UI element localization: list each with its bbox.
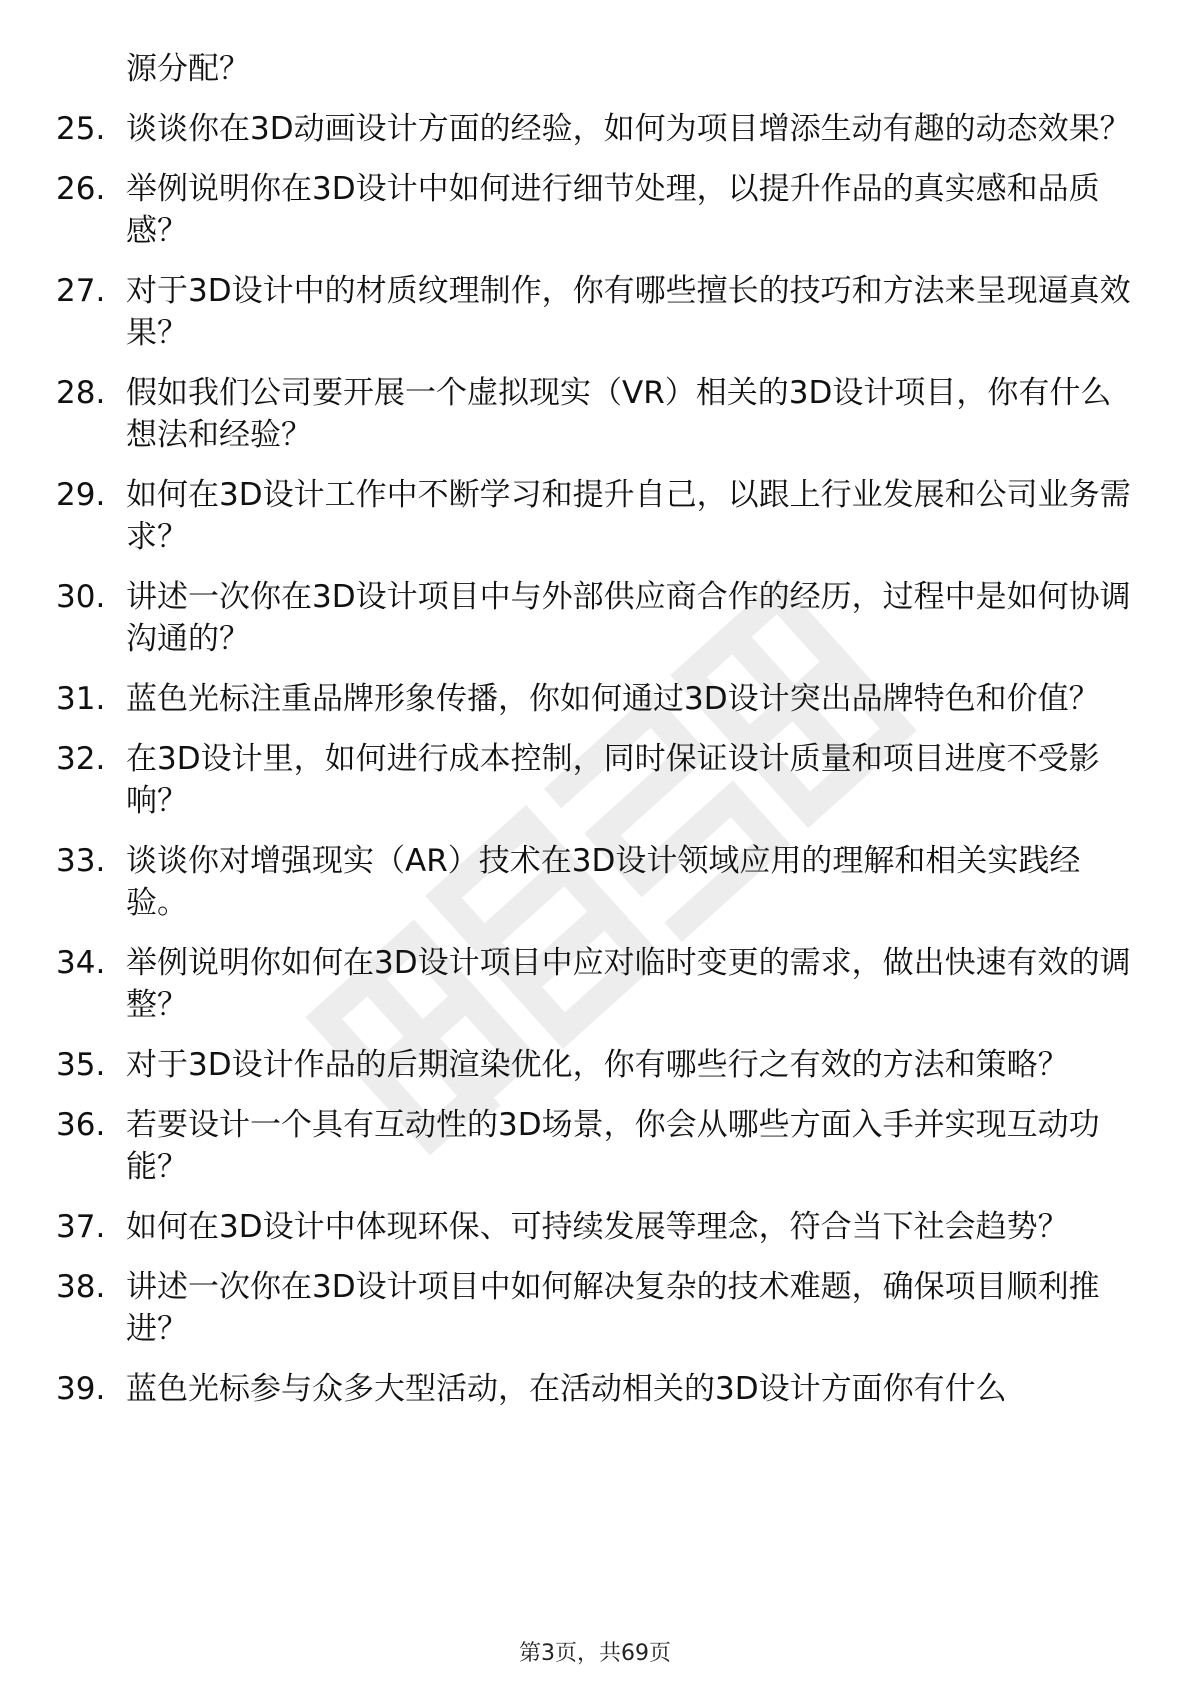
question-text: 谈谈你对增强现实（AR）技术在3D设计领域应用的理解和相关实践经验。 bbox=[126, 843, 1081, 921]
question-content bbox=[56, 48, 1136, 1428]
question-text: 举例说明你在3D设计中如何进行细节处理，以提升作品的真实感和品质感？ bbox=[126, 171, 1100, 249]
question-text: 讲述一次你在3D设计项目中与外部供应商合作的经历，过程中是如何协调沟通的？ bbox=[126, 579, 1131, 657]
question-number: 38. bbox=[56, 1269, 106, 1305]
question-item bbox=[56, 738, 1136, 822]
question-item bbox=[56, 678, 1136, 720]
question-text: 举例说明你如何在3D设计项目中应对临时变更的需求，做出快速有效的调整？ bbox=[126, 945, 1131, 1023]
question-text: 对于3D设计中的材质纹理制作，你有哪些擅长的技巧和方法来呈现逼真效果？ bbox=[126, 273, 1131, 351]
question-text: 蓝色光标参与众多大型活动，在活动相关的3D设计方面你有什么 bbox=[126, 1371, 1007, 1407]
question-item bbox=[56, 474, 1136, 558]
page-footer: 第3页，共69页 bbox=[519, 1641, 671, 1666]
question-item bbox=[56, 1266, 1136, 1350]
question-item bbox=[56, 168, 1136, 252]
question-item bbox=[56, 1368, 1136, 1410]
question-number: 34. bbox=[56, 945, 106, 981]
question-item bbox=[56, 108, 1136, 150]
question-number: 28. bbox=[56, 375, 106, 411]
question-item bbox=[56, 1104, 1136, 1188]
question-item bbox=[56, 1206, 1136, 1248]
question-item bbox=[56, 270, 1136, 354]
question-text: 若要设计一个具有互动性的3D场景，你会从哪些方面入手并实现互动功能？ bbox=[126, 1107, 1100, 1185]
question-item bbox=[56, 840, 1136, 924]
question-number: 29. bbox=[56, 477, 106, 513]
question-list bbox=[56, 108, 1136, 1410]
question-number: 39. bbox=[56, 1371, 106, 1407]
question-item bbox=[56, 1044, 1136, 1086]
question-text: 对于3D设计作品的后期渲染优化，你有哪些行之有效的方法和策略？ bbox=[126, 1047, 1069, 1083]
question-text: 假如我们公司要开展一个虚拟现实（VR）相关的3D设计项目，你有什么想法和经验？ bbox=[126, 375, 1112, 453]
question-number: 26. bbox=[56, 171, 106, 207]
question-number: 27. bbox=[56, 273, 106, 309]
question-item bbox=[56, 372, 1136, 456]
question-number: 37. bbox=[56, 1209, 106, 1245]
question-number: 32. bbox=[56, 741, 106, 777]
question-number: 31. bbox=[56, 681, 106, 717]
question-number: 30. bbox=[56, 579, 106, 615]
question-text: 蓝色光标注重品牌形象传播，你如何通过3D设计突出品牌特色和价值？ bbox=[126, 681, 1100, 717]
question-text: 谈谈你在3D动画设计方面的经验，如何为项目增添生动有趣的动态效果？ bbox=[126, 111, 1131, 147]
question-text: 如何在3D设计中体现环保、可持续发展等理念，符合当下社会趋势？ bbox=[126, 1209, 1069, 1245]
question-item bbox=[56, 942, 1136, 1026]
continuation-text: 源分配？ bbox=[126, 51, 250, 87]
question-text: 讲述一次你在3D设计项目中如何解决复杂的技术难题，确保项目顺利推进？ bbox=[126, 1269, 1100, 1347]
question-number: 35. bbox=[56, 1047, 106, 1083]
question-number: 36. bbox=[56, 1107, 106, 1143]
question-number: 33. bbox=[56, 843, 106, 879]
question-text: 如何在3D设计工作中不断学习和提升自己，以跟上行业发展和公司业务需求？ bbox=[126, 477, 1131, 555]
question-text: 在3D设计里，如何进行成本控制，同时保证设计质量和项目进度不受影响？ bbox=[126, 741, 1100, 819]
question-item bbox=[56, 576, 1136, 660]
question-number: 25. bbox=[56, 111, 106, 147]
